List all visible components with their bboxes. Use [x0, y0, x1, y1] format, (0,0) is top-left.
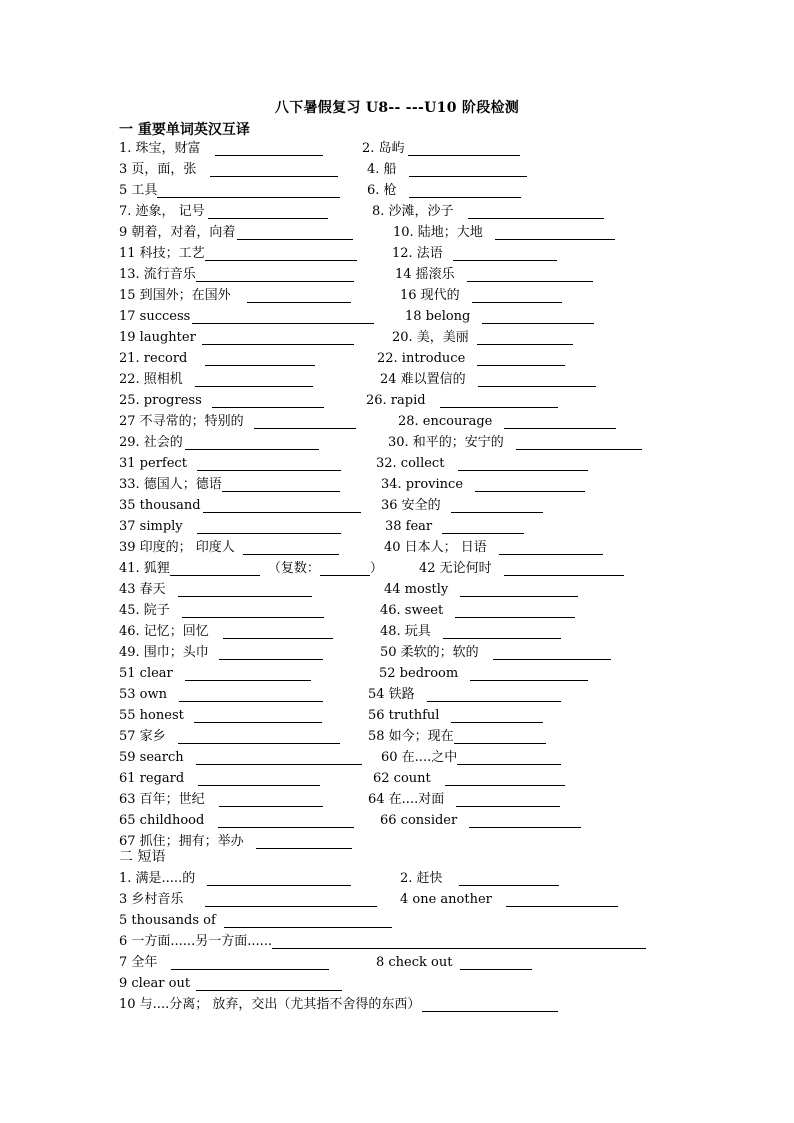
vocab-row [119, 286, 699, 306]
vocab-item [119, 643, 323, 660]
answer-blank[interactable] [243, 540, 339, 555]
vocab-item [368, 727, 546, 744]
phrase-row [119, 974, 699, 994]
answer-blank[interactable] [477, 330, 573, 345]
vocab-item [368, 685, 561, 702]
vocab-row [119, 706, 699, 726]
vocab-item [119, 538, 339, 555]
vocab-prompt: 57 家乡 [119, 729, 166, 744]
vocab-row [119, 139, 699, 159]
vocab-item [119, 454, 341, 471]
answer-blank[interactable] [195, 372, 313, 387]
vocab-row [119, 601, 699, 621]
vocab-row [119, 622, 699, 642]
answer-blank[interactable] [499, 540, 603, 555]
vocab-row [119, 433, 699, 453]
vocab-row [119, 832, 699, 852]
vocab-item [366, 391, 558, 408]
answer-blank[interactable] [197, 519, 341, 534]
vocab-item [119, 580, 312, 597]
vocab-row [119, 328, 699, 348]
vocab-item [119, 685, 323, 702]
vocab-item [393, 223, 615, 240]
answer-blank[interactable] [427, 687, 561, 702]
answer-blank[interactable] [457, 750, 561, 765]
answer-blank[interactable] [478, 372, 596, 387]
vocab-prompt: 8. 沙滩，沙子 [372, 204, 454, 219]
vocab-prompt: 63 百年；世纪 [119, 792, 205, 807]
answer-blank[interactable] [408, 141, 520, 156]
vocab-prompt: 48. 玩具 [380, 624, 431, 639]
vocab-row [119, 643, 699, 663]
phrase-item [400, 869, 559, 886]
vocab-item [119, 160, 338, 177]
answer-blank[interactable] [422, 997, 558, 1012]
vocab-item [380, 643, 611, 660]
answer-blank[interactable] [192, 309, 374, 324]
phrase-row [119, 911, 699, 931]
phrase-prompt: 5 thousands of [119, 913, 216, 928]
vocab-row [119, 265, 699, 285]
phrase-prompt: 6 一方面......另一方面...... [119, 934, 272, 949]
vocab-item [119, 727, 340, 744]
vocab-prompt: 16 现代的 [400, 288, 460, 303]
vocab-prompt: 19 laughter [119, 330, 196, 345]
answer-blank[interactable] [445, 771, 565, 786]
vocab-row [119, 391, 699, 411]
answer-blank[interactable] [178, 729, 340, 744]
vocab-prompt: 42 无论何时 [419, 561, 492, 576]
vocab-row [119, 307, 699, 327]
vocab-row [119, 475, 699, 495]
vocab-item [119, 517, 341, 534]
vocab-prompt: 2. 岛屿 [362, 141, 405, 156]
vocab-prompt: 25. progress [119, 393, 202, 408]
vocab-prompt: 65 childhood [119, 813, 205, 828]
answer-blank[interactable] [207, 871, 351, 886]
answer-blank[interactable] [472, 288, 562, 303]
vocab-item [380, 370, 596, 387]
answer-blank[interactable] [223, 624, 333, 639]
vocab-prompt: 43 春天 [119, 582, 166, 597]
vocab-row [119, 181, 699, 201]
answer-blank[interactable] [237, 225, 353, 240]
vocab-item [372, 202, 604, 219]
vocab-prompt: 20. 美，美丽 [392, 330, 469, 345]
phrase-prompt: 7 全年 [119, 955, 158, 970]
page-title: 八下暑假复习 U8-- ---U10 阶段检测 [274, 100, 520, 116]
vocab-prompt: 52 bedroom [379, 666, 459, 681]
vocab-prompt: 10. 陆地；大地 [393, 225, 483, 240]
answer-blank[interactable] [456, 792, 560, 807]
vocab-item [368, 790, 560, 807]
vocab-row [119, 769, 699, 789]
vocab-prompt: 15 到国外；在国外 [119, 288, 231, 303]
vocab-row [119, 244, 699, 264]
answer-blank[interactable] [451, 498, 543, 513]
vocab-item [119, 706, 322, 723]
vocab-prompt: 55 honest [119, 708, 184, 723]
vocab-item [119, 139, 323, 156]
phrase-row [119, 932, 699, 952]
phrase-prompt: 8 check out [376, 955, 453, 970]
vocab-prompt: 49. 围巾；头巾 [119, 645, 209, 660]
vocab-item [119, 349, 315, 366]
vocab-item [119, 223, 353, 240]
answer-blank[interactable] [272, 934, 646, 949]
vocab-item [119, 622, 333, 639]
vocab-prompt: 50 柔软的；软的 [380, 645, 479, 660]
vocab-item [384, 538, 603, 555]
vocab-item [368, 706, 543, 723]
vocab-item [380, 601, 575, 618]
answer-blank[interactable] [219, 645, 323, 660]
vocab-item [380, 622, 561, 639]
phrase-row [119, 953, 699, 973]
section-heading-vocabulary: 一 重要单词英汉互译 [119, 122, 250, 138]
answer-blank[interactable] [212, 393, 324, 408]
phrase-item [119, 911, 392, 928]
answer-blank[interactable] [254, 414, 356, 429]
answer-blank[interactable] [196, 267, 354, 282]
answer-blank[interactable] [203, 498, 361, 513]
answer-blank[interactable] [451, 708, 543, 723]
vocab-item [419, 559, 624, 576]
vocab-item [362, 139, 520, 156]
vocab-prompt: 45. 院子 [119, 603, 170, 618]
answer-blank[interactable] [202, 330, 354, 345]
vocab-item [119, 433, 319, 450]
vocab-row [119, 664, 699, 684]
vocab-prompt: 30. 和平的；安宁的 [388, 435, 504, 450]
answer-blank[interactable] [198, 771, 320, 786]
vocab-item [119, 475, 340, 492]
vocab-item [398, 412, 616, 429]
vocab-prompt: 66 consider [380, 813, 458, 828]
vocab-row [119, 202, 699, 222]
answer-blank[interactable] [455, 603, 575, 618]
vocab-prompt: 22. introduce [377, 351, 466, 366]
phrase-item [119, 953, 329, 970]
vocab-item [379, 664, 588, 681]
vocab-prompt: 32. collect [376, 456, 445, 471]
vocab-prompt: 33. 德国人；德语 [119, 477, 222, 492]
vocab-prompt: 17 success [119, 309, 191, 324]
vocab-row [119, 790, 699, 810]
vocab-row [119, 517, 699, 537]
vocab-prompt: 58 如今；现在 [368, 729, 454, 744]
vocab-item [395, 265, 593, 282]
vocab-item [119, 181, 340, 198]
phrase-item [119, 869, 351, 886]
vocab-item [119, 244, 357, 261]
vocab-row [119, 496, 699, 516]
answer-blank[interactable] [185, 666, 311, 681]
phrase-item [119, 932, 646, 949]
plural-label: （复数： [267, 561, 320, 576]
vocab-prompt: 36 安全的 [381, 498, 441, 513]
vocab-prompt: 21. record [119, 351, 188, 366]
phrase-prompt: 1. 满是.....的 [119, 871, 196, 886]
vocab-prompt: 51 clear [119, 666, 173, 681]
vocab-prompt: 35 thousand [119, 498, 201, 513]
phrase-item [119, 995, 558, 1012]
answer-blank[interactable] [256, 834, 352, 849]
vocab-item [119, 496, 361, 513]
vocab-prompt: 24 难以置信的 [380, 372, 466, 387]
vocab-prompt: 26. rapid [366, 393, 426, 408]
vocab-item [119, 391, 324, 408]
answer-blank[interactable] [409, 162, 527, 177]
phrase-prompt: 3 乡村音乐 [119, 892, 184, 907]
vocab-prompt: 56 truthful [368, 708, 440, 723]
vocab-prompt: 59 search [119, 750, 184, 765]
vocab-prompt: 9 朝着，对着，向着 [119, 225, 236, 240]
vocab-item [119, 790, 323, 807]
vocab-row [119, 412, 699, 432]
answer-blank[interactable] [222, 477, 340, 492]
vocab-prompt: 62 count [373, 771, 431, 786]
vocab-item [381, 475, 585, 492]
answer-blank[interactable] [210, 162, 338, 177]
vocab-item [119, 286, 351, 303]
vocab-item [119, 412, 356, 429]
answer-blank[interactable] [477, 351, 565, 366]
phrase-prompt: 4 one another [400, 892, 492, 907]
vocab-item [119, 601, 324, 618]
vocab-item [119, 559, 383, 576]
vocab-item [367, 160, 527, 177]
vocab-item [392, 244, 557, 261]
vocab-prompt: 22. 照相机 [119, 372, 183, 387]
vocab-item [119, 748, 362, 765]
answer-blank[interactable] [409, 183, 521, 198]
vocab-item [119, 664, 311, 681]
vocab-prompt: 11 科技；工艺 [119, 246, 205, 261]
answer-blank[interactable] [454, 729, 546, 744]
vocab-row [119, 370, 699, 390]
vocab-item [119, 307, 374, 324]
vocab-row [119, 685, 699, 705]
vocab-item [405, 307, 594, 324]
answer-blank[interactable] [170, 561, 260, 576]
vocab-item [400, 286, 562, 303]
vocab-item [385, 517, 524, 534]
vocab-item [384, 580, 578, 597]
answer-blank[interactable] [179, 687, 323, 702]
answer-blank[interactable] [224, 913, 392, 928]
answer-blank[interactable] [453, 246, 557, 261]
vocab-prompt: 13. 流行音乐 [119, 267, 196, 282]
phrase-item [119, 890, 377, 907]
answer-blank[interactable] [196, 976, 342, 991]
answer-blank[interactable] [516, 435, 642, 450]
vocab-item [388, 433, 642, 450]
phrase-row [119, 869, 699, 889]
answer-blank[interactable] [219, 792, 323, 807]
answer-blank[interactable] [506, 892, 618, 907]
vocab-row [119, 454, 699, 474]
phrase-row [119, 890, 699, 910]
vocab-prompt: 3 页，面，张 [119, 162, 197, 177]
answer-blank[interactable] [194, 708, 322, 723]
answer-blank[interactable] [482, 309, 594, 324]
vocab-item [119, 265, 354, 282]
answer-blank[interactable] [205, 351, 315, 366]
vocab-item [373, 769, 565, 786]
phrase-item [376, 953, 532, 970]
vocab-row [119, 160, 699, 180]
vocab-item [367, 181, 521, 198]
vocab-prompt: 46. sweet [380, 603, 444, 618]
vocab-row [119, 559, 699, 579]
vocab-item [119, 328, 354, 345]
vocab-row [119, 811, 699, 831]
vocab-prompt: 61 regard [119, 771, 185, 786]
vocab-item [392, 328, 573, 345]
vocab-row [119, 349, 699, 369]
plural-blank[interactable] [320, 561, 370, 576]
answer-blank[interactable] [470, 666, 588, 681]
vocab-item [376, 454, 588, 471]
answer-blank[interactable] [495, 225, 615, 240]
answer-blank[interactable] [197, 456, 341, 471]
phrase-row [119, 995, 699, 1015]
answer-blank[interactable] [504, 414, 616, 429]
plural-close: ） [369, 561, 383, 576]
answer-blank[interactable] [469, 813, 581, 828]
answer-blank[interactable] [205, 246, 357, 261]
vocab-row [119, 580, 699, 600]
vocab-item [119, 370, 313, 387]
phrase-prompt: 10 与....分离； 放弃，交出（尤其指不舍得的东西） [119, 997, 421, 1012]
answer-blank[interactable] [440, 393, 558, 408]
vocab-prompt: 12. 法语 [392, 246, 443, 261]
answer-blank[interactable] [458, 456, 588, 471]
phrase-prompt: 2. 赶快 [400, 871, 443, 886]
section-heading-phrases: 二 短语 [119, 849, 166, 865]
vocab-row [119, 748, 699, 768]
vocab-prompt: 54 铁路 [368, 687, 415, 702]
vocab-row [119, 538, 699, 558]
vocab-item [119, 202, 328, 219]
vocab-prompt: 4. 船 [367, 162, 397, 177]
answer-blank[interactable] [468, 204, 604, 219]
answer-blank[interactable] [443, 624, 561, 639]
vocab-row [119, 223, 699, 243]
answer-blank[interactable] [442, 519, 524, 534]
vocab-item [381, 496, 543, 513]
vocab-prompt: 34. province [381, 477, 464, 492]
answer-blank[interactable] [247, 288, 351, 303]
phrase-item [400, 890, 618, 907]
answer-blank[interactable] [218, 813, 354, 828]
vocab-prompt: 41. 狐狸 [119, 561, 170, 576]
answer-blank[interactable] [493, 645, 611, 660]
answer-blank[interactable] [178, 582, 312, 597]
vocab-prompt: 18 belong [405, 309, 471, 324]
vocab-prompt: 14 摇滚乐 [395, 267, 455, 282]
vocab-prompt: 28. encourage [398, 414, 493, 429]
vocab-prompt: 60 在....之中 [381, 750, 458, 765]
vocab-prompt: 39 印度的； 印度人 [119, 540, 235, 555]
answer-blank[interactable] [157, 183, 340, 198]
vocab-prompt: 7. 迹象， 记号 [119, 204, 205, 219]
vocab-item [119, 769, 320, 786]
answer-blank[interactable] [185, 435, 319, 450]
vocab-prompt: 64 在....对面 [368, 792, 445, 807]
answer-blank[interactable] [467, 267, 593, 282]
vocab-prompt: 31 perfect [119, 456, 187, 471]
vocab-prompt: 46. 记忆；回忆 [119, 624, 209, 639]
vocab-prompt: 1. 珠宝，财富 [119, 141, 201, 156]
vocab-prompt: 40 日本人； 日语 [384, 540, 487, 555]
vocab-prompt: 29. 社会的 [119, 435, 183, 450]
vocab-prompt: 6. 枪 [367, 183, 397, 198]
vocab-item [381, 748, 561, 765]
vocab-prompt: 38 fear [385, 519, 433, 534]
answer-blank[interactable] [171, 955, 329, 970]
answer-blank[interactable] [208, 204, 328, 219]
answer-blank[interactable] [182, 603, 324, 618]
answer-blank[interactable] [475, 477, 585, 492]
answer-blank[interactable] [205, 892, 377, 907]
vocab-prompt: 44 mostly [384, 582, 449, 597]
phrase-item [119, 974, 342, 991]
answer-blank[interactable] [215, 141, 323, 156]
answer-blank[interactable] [459, 871, 559, 886]
answer-blank[interactable] [460, 582, 578, 597]
phrase-prompt: 9 clear out [119, 976, 191, 991]
vocab-item [119, 811, 354, 828]
answer-blank[interactable] [196, 750, 362, 765]
vocab-item [377, 349, 565, 366]
vocab-row [119, 727, 699, 747]
answer-blank[interactable] [504, 561, 624, 576]
vocab-item [380, 811, 581, 828]
vocab-prompt: 27 不寻常的；特别的 [119, 414, 244, 429]
vocab-prompt: 53 own [119, 687, 168, 702]
answer-blank[interactable] [460, 955, 532, 970]
vocab-prompt: 5 工具 [119, 183, 158, 198]
vocab-prompt: 37 simply [119, 519, 183, 534]
vocab-prompt: 67 抓住；拥有；举办 [119, 834, 244, 849]
